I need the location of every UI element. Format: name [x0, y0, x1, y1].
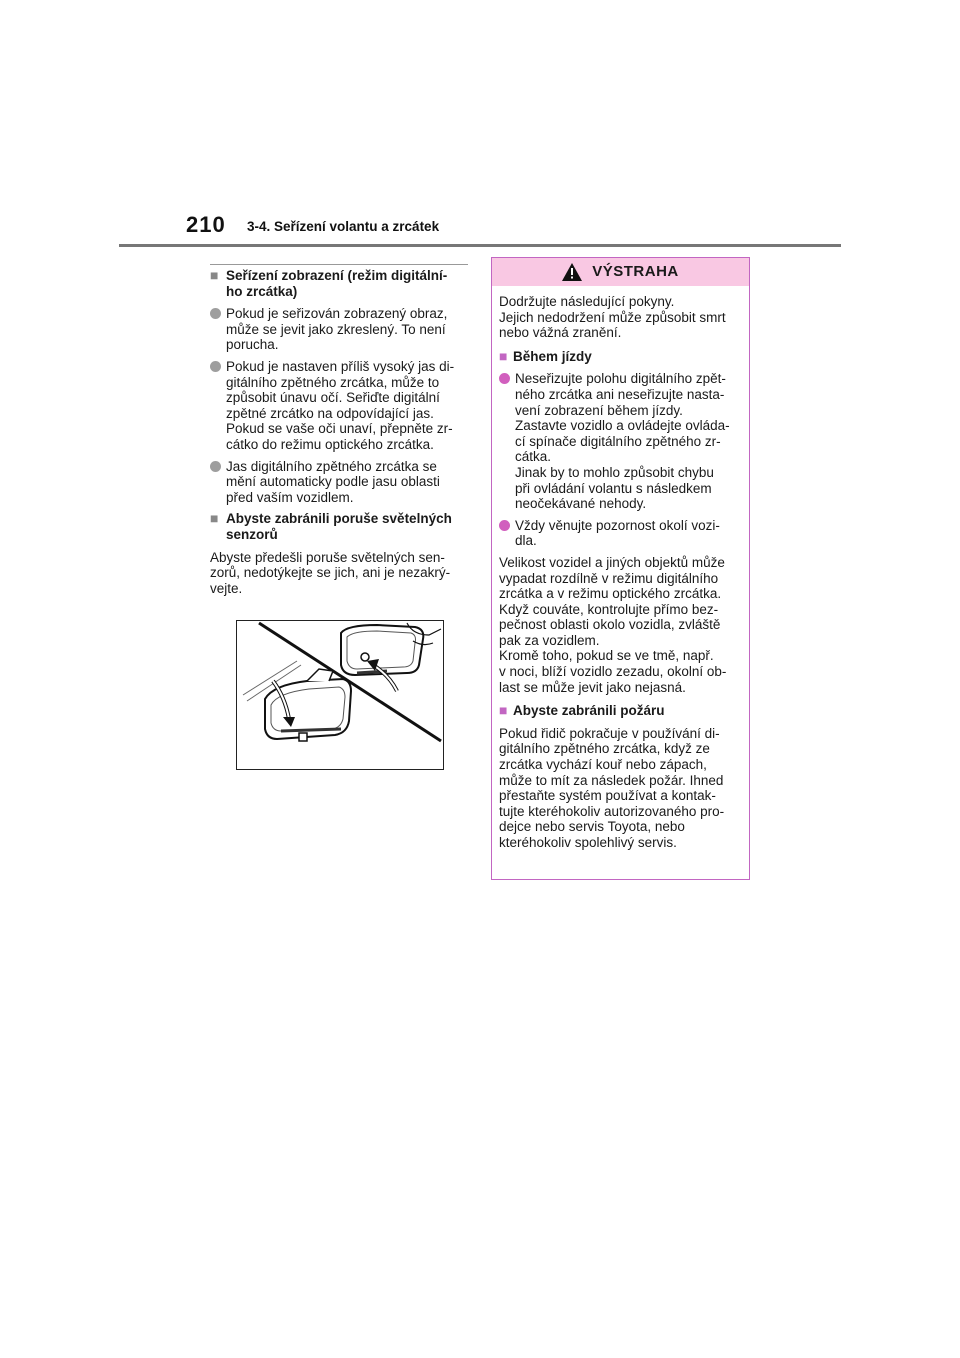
left-column — [210, 268, 468, 604]
round-bullet-icon — [210, 461, 221, 472]
column-top-divider — [210, 264, 468, 265]
header-divider — [119, 244, 841, 247]
square-bullet-icon: ■ — [210, 510, 219, 527]
warning-intro: Dodržujte následující pokyny. Jejich nedodržení může způsobit smrt nebo vážná zranění. — [499, 294, 726, 341]
paragraph: Velikost vozidel a jiných objektů může vypadat rozdílně v režimu digitálního zrcátka a v režimu optického zrcátka. Když couváte, kontrolujte přímo bez- pečnost oblasti okolo vozidla, zvláště pak za vozidlem. Kromě toho, pokud se ve tmě, např. v noci, blíží vozidlo zezadu, okolní ob- last se může jevit jako nejasná. — [499, 554, 727, 695]
list-item: Pokud je seřizován zobrazený obraz, může se jevit jako zkreslený. To není porucha. — [210, 306, 468, 353]
paragraph: Abyste předešli poruše světelných sen- zorů, nedotýkejte se jich, ani je nezakrý- vejte. — [210, 549, 451, 596]
warning-section-heading-driving: ■ Během jízdy — [499, 347, 592, 364]
round-bullet-icon — [210, 361, 221, 372]
section-heading-display-adjustment: ■ Seřízení zobrazení (režim digitální- ho zrcátka) — [210, 267, 448, 299]
warning-box — [491, 257, 750, 880]
list-item: Neseřizujte polohu digitálního zpět- ného zrcátka ani neseřizujte nasta- vení zobrazení během jízdy. Zastavte vozidlo a ovládejte ovláda- cí spínače digitálního zpětného zr- cátka. Jinak by to mohlo způsobit chybu při ovládání volantu s následkem neočekávané nehody. — [499, 371, 742, 511]
list-item: Jas digitálního zpětného zrcátka se mění automaticky podle jasu oblasti před vaším vozidlem. — [210, 459, 468, 506]
warning-title: VÝSTRAHA — [592, 263, 679, 281]
section-heading-light-sensors: ■ Abyste zabránili poruše světelných senzorů — [210, 510, 452, 542]
list-item: Vždy věnujte pozornost okolí vozi- dla. — [499, 518, 742, 549]
round-bullet-icon — [499, 520, 510, 531]
round-bullet-icon — [210, 308, 221, 319]
warning-triangle-icon — [562, 263, 582, 281]
paragraph: Pokud řidič pokračuje v používání di- gitálního zpětného zrcátka, když ze zrcátka vychází kouř nebo zápach, může to mít za následek požár. Ihned přestaňte systém používat a kontak- tujte kteréhokoliv autorizovaného pro- dejce nebo servis Toyota, nebo kteréhokoliv spolehlivý servis. — [499, 725, 725, 850]
square-bullet-icon: ■ — [499, 702, 508, 719]
warning-header — [492, 258, 749, 286]
page-number: 210 — [186, 212, 226, 237]
rearview-mirror-illustration — [236, 620, 444, 770]
square-bullet-icon: ■ — [499, 347, 508, 364]
list-item: Pokud je nastaven příliš vysoký jas di- gitálního zpětného zrcátka, může to způsobit únavu očí. Seřiďte digitální zpětné zrcátko na odpovídající jas. Pokud se vaše oči unaví, přepněte zr- cátko do režimu optického zrcátka. — [210, 359, 468, 453]
warning-section-heading-fire: ■ Abyste zabránili požáru — [499, 702, 665, 719]
round-bullet-icon — [499, 373, 510, 384]
section-title: 3-4. Seřízení volantu a zrcátek — [247, 219, 440, 234]
square-bullet-icon: ■ — [210, 267, 219, 283]
